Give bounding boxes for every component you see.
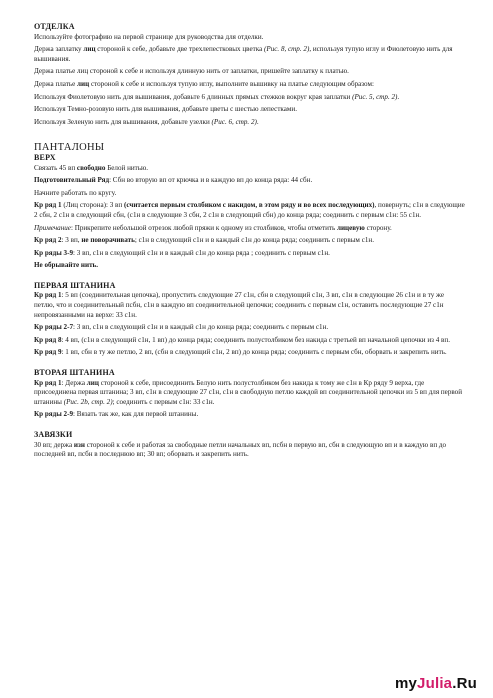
paragraph: Используя Фиолетовую нить для вышивания, добавьте 6 длинных прямых стежков вокруг края заплатки (Рис. 5, стр. 2). xyxy=(34,92,400,101)
paragraph: Держа заплатку лиц стороной к себе, добавьте две трехлепестковых цветка (Рис. 8, стр. 2), используя тупую иглу и Фиолетовую нить для вышивания. xyxy=(34,45,453,63)
paragraph: Используя Зеленую нить для вышивания, добавьте узелки (Рис. 6, стр. 2). xyxy=(34,117,259,126)
subsection-title-verh: ВЕРХ xyxy=(34,152,56,162)
paragraph: Кр ряд 8: 4 вп, (с1н в следующий с1н, 1 вп) до конца ряда; соединить полустолбиком без накида с третьей вп начальной цепочки из 4 вп. xyxy=(34,335,450,344)
paragraph: Кр ряды 3-9: 3 вп, с1н в следующий с1н и в каждый с1н до конца ряда ; соединить с первым с1н. xyxy=(34,248,330,257)
paragraph: Используйте фотографию на первой странице для руководства для отделки. xyxy=(34,32,264,41)
document-page xyxy=(34,22,466,463)
section-title-second-leg: ВТОРАЯ ШТАНИНА xyxy=(34,368,115,378)
section-title-pantalony: ПАНТАЛОНЫ xyxy=(34,142,105,154)
paragraph: Кр ряд 1: 5 вп (соединительная цепочка), пропустить следующие 27 с1н, сбн в следующий с1н, 3 вп, с1н в следующие 26 с1н и в ту же петлю, что и соединительный псбн, с1н в каждую вп соединительной цепочки; соединить с первым с1н, оставить последующие 27 с1н непровязанными на верхе: 33 с1н. xyxy=(34,291,444,319)
paragraph: Используя Темно-розовую нить для вышивания, добавьте цветы с шестью лепестками. xyxy=(34,105,297,114)
section-title-zavyazki: ЗАВЯЗКИ xyxy=(34,430,73,439)
paragraph: Кр ряд 1: Держа лиц стороной к себе, присоединить Белую нить полустолбиком без накида к тому же с1н в Кр ряду 9 верха, где присоединена первая штанина; 3 вп, с1н в следующие 27 с1н, с1н в свободную петлю каждой вп соединительной цепочки из 5 вп для первой штанины (Рис. 2b, стр. 2); соединить с первым с1н: 33 с1н. xyxy=(34,378,463,406)
paragraph: Держа платье лиц стороной к себе и используя длинную нить от заплатки, пришейте заплатку к платью. xyxy=(34,67,349,76)
paragraph: Кр ряд 9: 1 вп, сбн в ту же петлю, 2 вп, (сбн в следующий с1н, 2 вп) до конца ряда; соединить с первым сбн, оборвать и закрепить нить. xyxy=(34,348,447,357)
paragraph: 30 вп; держа изн стороной к себе и работая за свободные петли начальных вп, псбн в первую вп, сбн в следующую вп и в каждую вп до последней вп, псбн в последнюю вп; 30 вп; оборвать и закрепить нить. xyxy=(34,440,447,459)
paragraph: Кр ряд 1 (Лиц сторона): 3 вп (считается первым столбиком с накидом, в этом ряду и во всех последующих), повернуть; с1н в следующие 2 сбн, 2 с1н в следующий сбн, (с1н в следующие 3 сбн, 2 с1н в следующий сбн) до конца ряда; соединить с первым с1н: 55 с1н. xyxy=(34,201,465,219)
site-logo: myJulia.Ru xyxy=(394,675,477,692)
paragraph: Держа платье лиц стороной к себе и используя тупую иглу, выполните вышивку на платье следующим образом: xyxy=(34,79,374,88)
paragraph: Подготовительный Ряд: Сбн во вторую вп от крючка и в каждую вп до конца ряда: 44 сбн. xyxy=(34,176,313,185)
section-title-first-leg: ПЕРВАЯ ШТАНИНА xyxy=(34,280,116,290)
paragraph: Начните работать по кругу. xyxy=(34,188,117,197)
paragraph: Кр ряды 2-9: Вязать так же, как для первой штанины. xyxy=(34,410,199,419)
paragraph: Не обрывайте нить. xyxy=(34,261,99,270)
paragraph: Примечание: Прикрепите небольшой отрезок любой пряжи к одному из столбиков, чтобы отметить лицевую сторону. xyxy=(34,223,392,232)
paragraph: Кр ряд 2: 3 вп, не поворачивать; с1н в следующий с1н и в каждый с1н до конца ряда; соединить с первым с1н. xyxy=(34,236,374,245)
section-title-otdelka: ОТДЕЛКА xyxy=(34,22,75,31)
paragraph: Кр ряды 2-7: 3 вп, с1н в следующий с1н и в каждый с1н до конца ряда; соединить с первым с1н. xyxy=(34,323,329,332)
paragraph: Связать 45 вп свободно Белой нитью. xyxy=(34,163,149,172)
